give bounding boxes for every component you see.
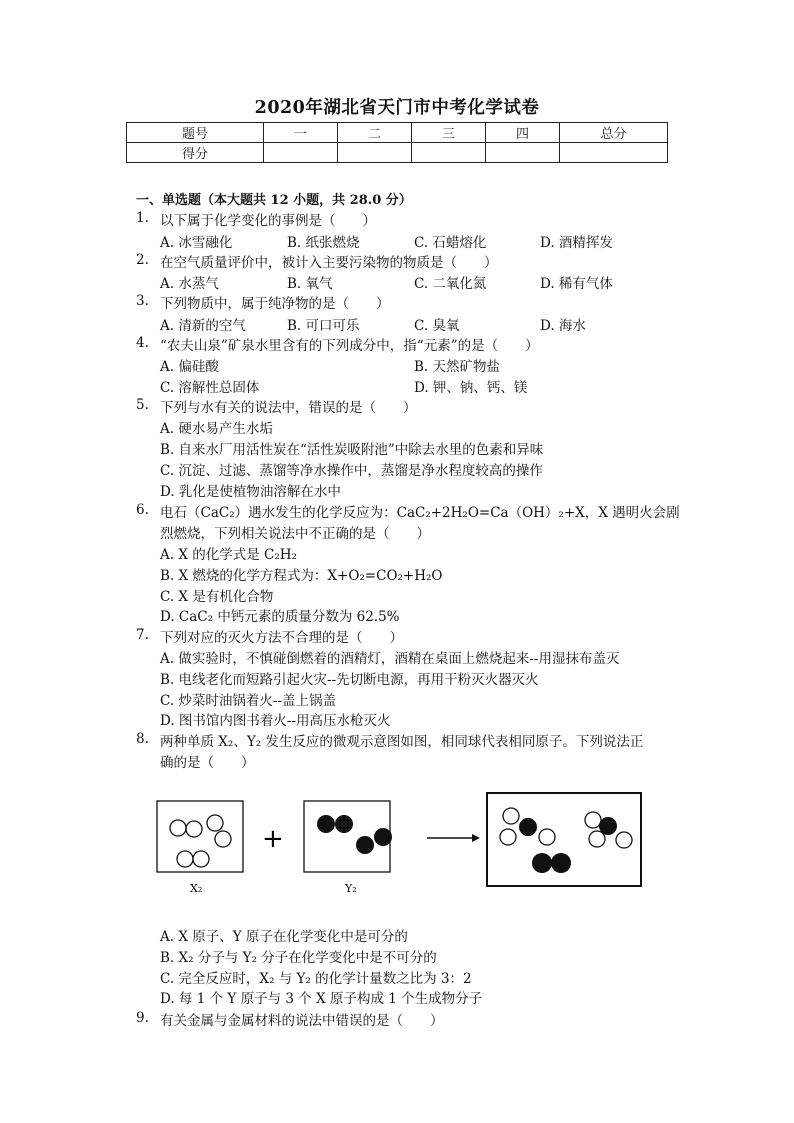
option: C. 完全反应时，X₂ 与 Y₂ 的化学计量数之比为 3：2 bbox=[160, 971, 472, 987]
score-header-cell: 三 bbox=[412, 123, 486, 143]
y-atom bbox=[317, 815, 335, 833]
score-cell[interactable] bbox=[264, 143, 338, 163]
option: C. 臭氧 bbox=[414, 318, 460, 334]
option: B. 电线老化而短路引起火灾--先切断电源，再用干粉灭火器灭火 bbox=[160, 672, 539, 688]
option: D. 每 1 个 Y 原子与 3 个 X 原子构成 1 个生成物分子 bbox=[160, 991, 483, 1007]
option: A. 水蒸气 bbox=[160, 276, 219, 292]
x-atom bbox=[539, 829, 555, 845]
y-atom bbox=[356, 836, 374, 854]
option: B. 氧气 bbox=[287, 276, 333, 292]
option: D. 乳化是使植物油溶解在水中 bbox=[160, 484, 341, 500]
reaction-diagram bbox=[150, 788, 670, 902]
option: D. 海水 bbox=[540, 318, 586, 334]
question-number: 9. bbox=[136, 1010, 149, 1026]
x2-label: X₂ bbox=[190, 882, 203, 895]
option: C. 炒菜时油锅着火--盖上锅盖 bbox=[160, 693, 337, 709]
option: B. 可口可乐 bbox=[287, 318, 360, 334]
option: B. 天然矿物盐 bbox=[414, 359, 501, 375]
section-heading: 一、单选题（本大题共 12 小题，共 28.0 分） bbox=[136, 193, 412, 208]
x-atom bbox=[585, 812, 601, 828]
y-atom bbox=[532, 853, 552, 873]
question-text: 在空气质量评价中，被计入主要污染物的物质是（ ） bbox=[160, 255, 498, 271]
question-text: 确的是（ ） bbox=[160, 755, 255, 771]
question-number: 7. bbox=[136, 627, 149, 643]
score-header-cell: 二 bbox=[338, 123, 412, 143]
question-number: 1. bbox=[136, 210, 149, 226]
question-number: 3. bbox=[136, 293, 149, 309]
question-number: 4. bbox=[136, 335, 149, 351]
option: B. X₂ 分子与 Y₂ 分子在化学变化中是不可分的 bbox=[160, 950, 437, 966]
score-header-cell: 四 bbox=[486, 123, 560, 143]
option: D. 稀有气体 bbox=[540, 276, 613, 292]
score-table bbox=[126, 122, 668, 163]
score-table-score-row bbox=[127, 143, 668, 163]
y-atom bbox=[551, 853, 571, 873]
plus-sign: + bbox=[262, 824, 284, 854]
option: B. 纸张燃烧 bbox=[287, 235, 360, 251]
x-atom bbox=[170, 820, 186, 836]
option: C. 石蜡熔化 bbox=[414, 235, 487, 251]
option: B. 自来水厂用活性炭在“活性炭吸附池”中除去水里的色素和异味 bbox=[160, 442, 544, 458]
option: A. 做实验时，不慎碰倒燃着的酒精灯，酒精在桌面上燃烧起来--用湿抹布盖灭 bbox=[160, 651, 620, 667]
score-header-cell: 一 bbox=[264, 123, 338, 143]
score-cell[interactable] bbox=[560, 143, 668, 163]
x-atom bbox=[207, 815, 223, 831]
option: A. X 原子、Y 原子在化学变化中是可分的 bbox=[160, 929, 408, 945]
y-atom bbox=[519, 818, 537, 836]
question-number: 5. bbox=[136, 397, 149, 413]
x-atom bbox=[186, 821, 202, 837]
question-text: “农夫山泉”矿泉水里含有的下列成分中，指“元素”的是（ ） bbox=[160, 338, 539, 354]
option: D. 酒精挥发 bbox=[540, 235, 613, 251]
score-cell[interactable] bbox=[338, 143, 412, 163]
question-text: 电石（CaC₂）遇水发生的化学反应为：CaC₂+2H₂O=Ca（OH）₂+X，X 遇明火会剧 bbox=[160, 505, 680, 521]
y2-label: Y₂ bbox=[345, 882, 357, 895]
option: A. 清新的空气 bbox=[160, 318, 246, 334]
question-text: 烈燃烧，下列相关说法中不正确的是（ ） bbox=[160, 526, 430, 542]
option: D. 钾、钠、钙、镁 bbox=[414, 380, 528, 396]
option: C. 沉淀、过滤、蒸馏等净水操作中，蒸馏是净水程度较高的操作 bbox=[160, 463, 543, 479]
score-cell[interactable] bbox=[486, 143, 560, 163]
score-table-header-row bbox=[127, 123, 668, 143]
question-text: 下列对应的灭火方法不合理的是（ ） bbox=[160, 630, 403, 646]
y-atom bbox=[335, 815, 353, 833]
x-atom bbox=[193, 851, 209, 867]
reaction-diagram-svg bbox=[150, 788, 670, 898]
question-number: 2. bbox=[136, 252, 149, 268]
score-row-label: 得分 bbox=[127, 143, 264, 163]
option: C. 二氧化氮 bbox=[414, 276, 487, 292]
option: D. 图书馆内图书着火--用高压水枪灭火 bbox=[160, 713, 391, 729]
option: A. X 的化学式是 C₂H₂ bbox=[160, 547, 297, 563]
x-atom bbox=[503, 808, 519, 824]
x-atom bbox=[215, 831, 231, 847]
option: A. 冰雪融化 bbox=[160, 235, 233, 251]
question-number: 8. bbox=[136, 731, 149, 747]
exam-title: 2020年湖北省天门市中考化学试卷 bbox=[254, 98, 540, 118]
option: A. 硬水易产生水垢 bbox=[160, 421, 273, 437]
option: C. X 是有机化合物 bbox=[160, 589, 274, 605]
question-number: 6. bbox=[136, 502, 149, 518]
score-cell[interactable] bbox=[412, 143, 486, 163]
question-text: 以下属于化学变化的事例是（ ） bbox=[160, 213, 376, 229]
y-atom bbox=[374, 828, 392, 846]
x-atom bbox=[616, 832, 632, 848]
x-atom bbox=[589, 831, 605, 847]
x-atom bbox=[177, 851, 193, 867]
score-header-cell: 题号 bbox=[127, 123, 264, 143]
question-text: 两种单质 X₂、Y₂ 发生反应的微观示意图如图，相同球代表相同原子。下列说法正 bbox=[160, 734, 644, 750]
x-atom bbox=[500, 829, 516, 845]
question-text: 下列与水有关的说法中，错误的是（ ） bbox=[160, 400, 417, 416]
option: A. 偏硅酸 bbox=[160, 359, 219, 375]
reaction-arrowhead bbox=[472, 834, 480, 842]
option: D. CaC₂ 中钙元素的质量分数为 62.5% bbox=[160, 609, 400, 625]
question-text: 下列物质中，属于纯净物的是（ ） bbox=[160, 296, 390, 312]
question-text: 有关金属与金属材料的说法中错误的是（ ） bbox=[160, 1013, 444, 1029]
option: C. 溶解性总固体 bbox=[160, 380, 260, 396]
score-header-cell: 总分 bbox=[560, 123, 668, 143]
option: B. X 燃烧的化学方程式为：X+O₂=CO₂+H₂O bbox=[160, 568, 443, 584]
